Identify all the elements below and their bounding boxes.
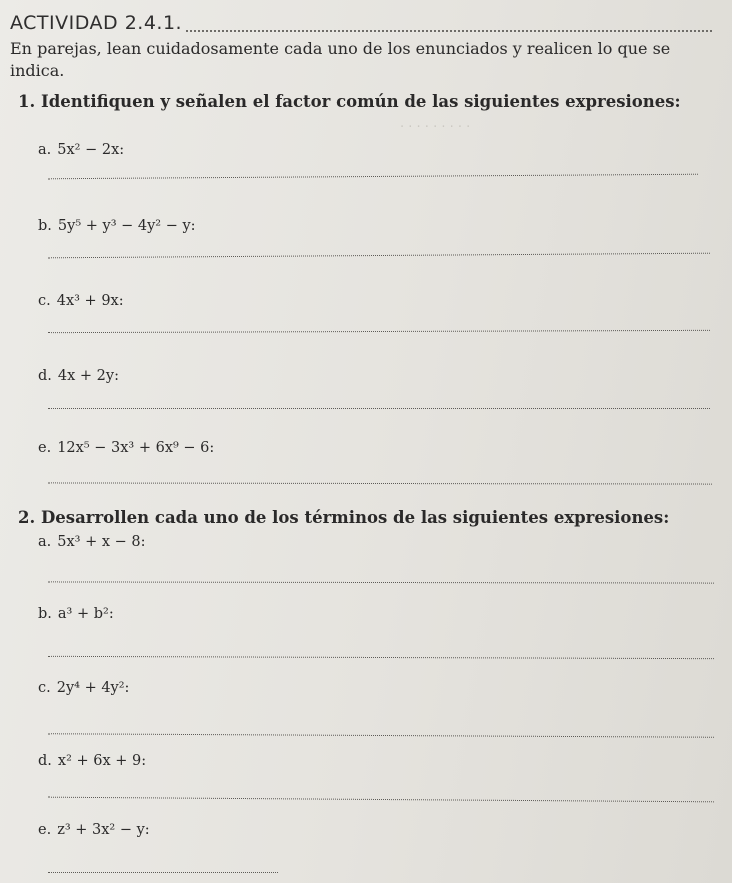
- item-expression: 4x³ + 9x:: [56, 293, 124, 309]
- item-letter: a.: [38, 142, 52, 158]
- item-letter: a.: [38, 534, 52, 550]
- answer-line-1a[interactable]: [48, 174, 698, 180]
- section-1-item-a: [38, 142, 124, 158]
- section-1-item-d: [38, 368, 119, 384]
- activity-instructions: En parejas, lean cuidadosamente cada uno de los enunciados y realicen lo que se indica.: [10, 39, 671, 80]
- section-2-item-e: [38, 822, 150, 838]
- answer-line-2c[interactable]: [48, 733, 714, 737]
- answer-line-2d[interactable]: [48, 797, 714, 803]
- answer-line-1d[interactable]: [48, 408, 710, 409]
- answer-line-2e[interactable]: [48, 872, 278, 873]
- bleed-through-text: · · · · · · · · ·: [400, 120, 471, 135]
- section-1-item-b: [38, 218, 196, 234]
- title-rule: [186, 30, 712, 32]
- section-1-title: 1. Identifiquen y señalen el factor común de las siguientes expresiones:: [18, 92, 681, 111]
- answer-line-1c[interactable]: [48, 330, 710, 333]
- item-expression: 5x³ + x − 8:: [57, 534, 146, 550]
- answer-line-1b[interactable]: [48, 253, 710, 259]
- item-letter: e.: [38, 822, 52, 838]
- answer-line-2b[interactable]: [48, 656, 714, 659]
- section-2-item-a: [38, 534, 146, 550]
- item-expression: 4x + 2y:: [57, 368, 119, 384]
- item-expression: 5y⁵ + y³ − 4y² − y:: [57, 218, 196, 234]
- item-letter: b.: [38, 606, 52, 622]
- item-expression: 5x² − 2x:: [57, 142, 125, 158]
- item-expression: a³ + b²:: [57, 606, 114, 622]
- section-2-item-b: [38, 606, 114, 622]
- section-1-item-c: [38, 293, 124, 309]
- item-letter: d.: [38, 753, 52, 769]
- item-expression: 12x⁵ − 3x³ + 6x⁹ − 6:: [57, 440, 215, 456]
- section-2-item-d: [38, 753, 146, 769]
- item-expression: 2y⁴ + 4y²:: [56, 680, 130, 696]
- section-2-title: 2. Desarrollen cada uno de los términos de las siguientes expresiones:: [18, 508, 670, 527]
- item-letter: c.: [38, 680, 51, 696]
- section-2-item-c: [38, 680, 129, 696]
- item-expression: x² + 6x + 9:: [57, 753, 147, 769]
- answer-line-2a[interactable]: [48, 581, 714, 583]
- section-1-item-e: [38, 440, 214, 456]
- item-letter: b.: [38, 218, 52, 234]
- answer-line-1e[interactable]: [48, 482, 712, 484]
- item-letter: c.: [38, 293, 51, 309]
- item-letter: d.: [38, 368, 52, 384]
- item-expression: z³ + 3x² − y:: [57, 822, 150, 838]
- item-letter: e.: [38, 440, 52, 456]
- activity-title: ACTIVIDAD 2.4.1.: [10, 12, 183, 34]
